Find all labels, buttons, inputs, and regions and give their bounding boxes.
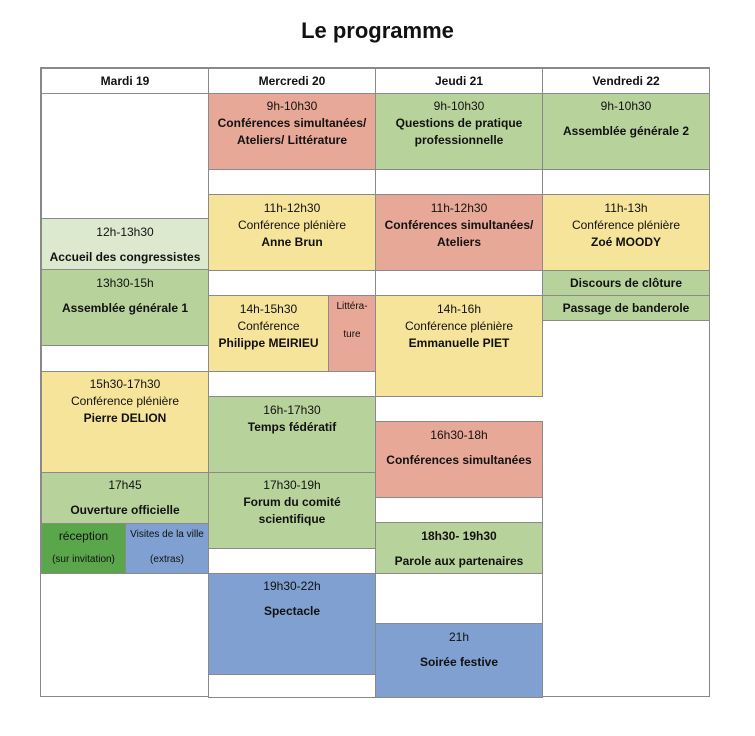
event-ag1	[41, 269, 209, 346]
event-label: Questions de pratique professionnelle	[395, 116, 523, 147]
event-thu-morning	[375, 93, 543, 170]
empty-slot	[208, 674, 376, 698]
event-speaker: Emmanuelle PIET	[408, 336, 510, 350]
event-time: 11h-13h	[604, 201, 648, 215]
event-label: Conférences simultanées/ Ateliers/ Littérature	[217, 116, 367, 147]
day-header-tuesday: Mardi 19	[41, 68, 209, 94]
event-moody	[542, 194, 710, 271]
event-time: 14h-16h	[436, 302, 482, 316]
event-forum	[208, 472, 376, 549]
day-header-friday: Vendredi 22	[542, 68, 710, 94]
event-ouverture	[41, 472, 209, 524]
event-piet	[375, 295, 543, 397]
event-visites	[125, 523, 209, 574]
event-label: Conférences simultanées/ Ateliers	[384, 218, 534, 249]
event-type: Conférence plénière	[571, 218, 681, 232]
event-speaker: Anne Brun	[261, 235, 323, 249]
event-label: Passage de banderole	[562, 301, 690, 315]
event-time: 9h-10h30	[266, 99, 318, 113]
event-time: 14h-15h30	[239, 302, 298, 316]
event-type: Conférence plénière	[237, 218, 347, 232]
event-delion	[41, 371, 209, 473]
empty-slot	[375, 573, 543, 624]
event-thu-ateliers	[375, 194, 543, 271]
empty-slot	[208, 548, 376, 574]
empty-slot	[375, 497, 543, 523]
event-time: 13h30-15h	[96, 276, 154, 290]
event-banderole	[542, 295, 710, 321]
event-type: Conférence	[237, 319, 300, 333]
event-note: (extras)	[150, 554, 184, 565]
event-time: 11h-12h30	[263, 201, 321, 215]
event-time: 16h30-18h	[430, 428, 488, 442]
event-label: Ouverture officielle	[70, 503, 180, 517]
event-litterature	[328, 295, 376, 372]
schedule-grid	[40, 67, 710, 697]
event-label: Conférences simultanées	[386, 453, 532, 467]
empty-slot	[542, 169, 710, 195]
event-speaker: Pierre DELION	[83, 411, 167, 425]
page-title: Le programme	[301, 18, 454, 43]
event-label: Littéra-	[336, 301, 368, 312]
event-label-cont: ture	[343, 329, 361, 340]
event-note: (sur invitation)	[52, 554, 115, 565]
event-brun	[208, 194, 376, 271]
event-time: 12h-13h30	[96, 225, 154, 239]
event-time: 17h30-19h	[263, 478, 321, 492]
event-label: Parole aux partenaires	[394, 554, 524, 568]
event-time: 11h-12h30	[430, 201, 488, 215]
event-label: Accueil des congressistes	[49, 250, 201, 264]
event-accueil	[41, 218, 209, 270]
event-thu-simultanees	[375, 421, 543, 498]
event-time: 18h30- 19h30	[421, 529, 497, 543]
event-label: Temps fédératif	[247, 420, 337, 434]
event-label: Forum du comité scientifique	[243, 495, 341, 526]
event-cloture	[542, 270, 710, 296]
event-label: Assemblée générale 2	[562, 124, 690, 138]
event-federatif	[208, 396, 376, 473]
event-time: 21h	[448, 630, 470, 644]
event-type: Conférence plénière	[70, 394, 180, 408]
event-label: Assemblée générale 1	[61, 301, 189, 315]
empty-slot	[41, 93, 209, 219]
event-time: 19h30-22h	[263, 579, 321, 593]
event-wed-morning	[208, 93, 376, 170]
event-speaker: Philippe MEIRIEU	[218, 336, 319, 350]
event-partenaires	[375, 522, 543, 574]
empty-slot	[208, 270, 376, 296]
event-speaker: Zoé MOODY	[590, 235, 661, 249]
event-label: Spectacle	[263, 604, 321, 618]
event-time: 9h-10h30	[433, 99, 485, 113]
event-ag2	[542, 93, 710, 170]
event-label: Visites de la ville	[130, 529, 204, 540]
empty-slot	[375, 270, 543, 296]
event-label: Soirée festive	[419, 655, 499, 669]
day-header-wednesday: Mercredi 20	[208, 68, 376, 94]
event-reception	[41, 523, 126, 574]
event-time: 15h30-17h30	[89, 377, 161, 391]
event-soiree	[375, 623, 543, 698]
event-label: réception	[58, 529, 109, 543]
event-type: Conférence plénière	[404, 319, 514, 333]
empty-slot	[41, 345, 209, 372]
event-time: 17h45	[108, 478, 142, 492]
empty-slot	[375, 169, 543, 195]
event-label: Discours de clôture	[569, 276, 683, 290]
day-header-thursday: Jeudi 21	[375, 68, 543, 94]
event-spectacle	[208, 573, 376, 675]
event-time: 16h-17h30	[263, 403, 321, 417]
empty-slot	[208, 169, 376, 195]
empty-slot	[208, 371, 376, 397]
event-time: 9h-10h30	[600, 99, 652, 113]
event-meirieu	[208, 295, 329, 372]
